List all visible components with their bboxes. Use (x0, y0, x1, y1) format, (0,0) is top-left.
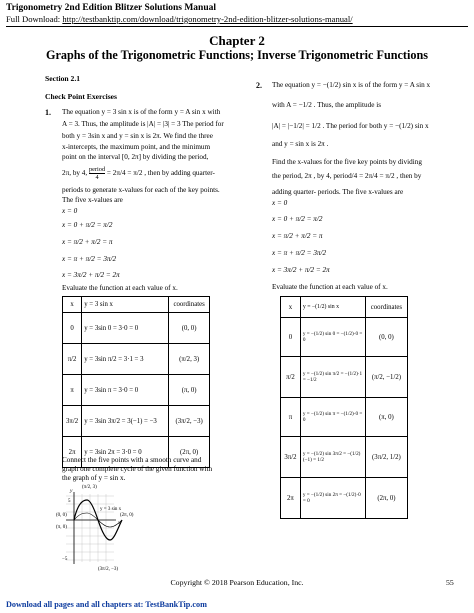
chapter-subtitle: Graphs of the Trigonometric Functions; Inverse Trigonometric Functions (46, 48, 428, 62)
table-header: x (281, 297, 301, 318)
ex2-xvalue: x = π + π/2 = 3π/2 (272, 249, 327, 257)
ex1-value-table (62, 296, 210, 468)
ex2-xvalue: x = 0 + π/2 = π/2 (272, 215, 323, 223)
ex1-xvalue: x = π/2 + π/2 = π (62, 238, 113, 246)
ex2-text-line: with A = −1/2 . Thus, the amplitude is (272, 101, 381, 109)
ex1-connect-text: the graph of y = sin x. (62, 474, 126, 482)
ex1-xvalue: x = 0 (62, 207, 78, 215)
tick-label-5: 5 (68, 499, 71, 504)
download-prefix: Full Download: (6, 14, 63, 24)
ex1-graph (54, 482, 164, 574)
chapter-label: Chapter 2 (209, 33, 265, 48)
table-header: y = −(1/2) sin x (300, 297, 365, 318)
point-label-origin: (0, 0) (56, 513, 67, 518)
ex2-text-line: the period, 2π , by 4, period/4 = 2π/4 = π/2 , then by (272, 172, 422, 180)
ex2-text-line: adding quarter- periods. The five x-values are (272, 188, 404, 196)
table-row: π y = 3sin π = 3·0 = 0 (π, 0) (63, 375, 210, 406)
table-header: coordinates (365, 297, 407, 318)
ex1-text-line: A = 3. Thus, the amplitude is |A| = |3| = 3 The period for (62, 120, 224, 128)
table-row: 2π y = 3sin 2π = 3·0 = 0 (2π, 0) (63, 437, 210, 468)
header-rule (6, 26, 468, 27)
page-number: 55 (446, 578, 454, 587)
point-label-2pi: (2π, 0) (120, 513, 134, 518)
download-all-link[interactable]: Download all pages and all chapters at: TestBankTip.com (6, 600, 207, 609)
exercise-number-2: 2. (256, 81, 262, 90)
ex1-text-line: periods to generate x-values for each of the key points. (62, 186, 220, 194)
y-axis-label: y (70, 488, 73, 494)
ex2-evaluate-text: Evaluate the function at each value of x. (272, 283, 388, 291)
point-label-max: (π/2, 3) (82, 485, 97, 490)
ex2-text-line: |A| = |−1/2| = 1/2 . The period for both y = −(1/2) sin x (272, 122, 429, 130)
ex1-xvalue: x = 3π/2 + π/2 = 2π (62, 271, 120, 279)
ex2-text-line: and y = sin x is 2π . (272, 140, 329, 148)
download-link[interactable]: http://testbanktip.com/download/trigonometry-2nd-edition-blitzer-solutions-manual/ (62, 14, 353, 24)
table-header: x (63, 297, 82, 313)
ex1-xvalue: x = π + π/2 = 3π/2 (62, 255, 117, 263)
x-axis-label: x (118, 520, 121, 526)
ex1-text-line: The five x-values are (62, 196, 123, 204)
section-heading: Section 2.1 (45, 74, 81, 83)
download-line (6, 14, 353, 24)
ex1-text-line: The equation y = 3 sin x is of the form y = A sin x with (62, 108, 221, 116)
table-row: π y = −(1/2) sin π = −(1/2)·0 = 0 (π, 0) (281, 398, 408, 437)
ex1-period-line: 2π, by 4, $\frac{\text{period}}{4}$ = 2π/4 = π/2 , then by adding quarter- (62, 166, 215, 181)
table-header: y = 3 sin x (82, 297, 169, 313)
ex2-text-line: The equation y = −(1/2) sin x is of the form y = A sin x (272, 81, 431, 89)
copyright: Copyright © 2018 Pearson Education, Inc. (170, 578, 304, 587)
ex1-connect-text: Connect the five points with a smooth curve and (62, 456, 202, 464)
exercise-number-1: 1. (45, 108, 51, 117)
document-title: Trigonometry 2nd Edition Blitzer Solutions Manual (6, 3, 216, 13)
ex1-text-line: point on the interval [0, 2π] by dividing the period, (62, 153, 209, 161)
table-row: 0 y = −(1/2) sin 0 = −(1/2)·0 = 0 (0, 0) (281, 318, 408, 357)
table-row: 3π/2 y = 3sin 3π/2 = 3(−1) = −3 (3π/2, −3) (63, 406, 210, 437)
ex2-xvalue: x = 3π/2 + π/2 = 2π (272, 266, 330, 274)
table-row: 0 y = 3sin 0 = 3·0 = 0 (0, 0) (63, 313, 210, 344)
ex1-text-line: both y = 3sin x and y = sin x is 2π. We find the three (62, 132, 213, 140)
ex2-value-table (280, 296, 408, 519)
tick-label-neg5: −5 (62, 557, 68, 562)
ex1-connect-text: graph one complete cycle of the given function with (62, 465, 213, 473)
table-row: 2π y = −(1/2) sin 2π = −(1/2)·0 = 0 (2π, 0) (281, 478, 408, 519)
check-point-heading: Check Point Exercises (45, 92, 117, 101)
table-row: π/2 y = 3sin π/2 = 3·1 = 3 (π/2, 3) (63, 344, 210, 375)
ex2-xvalue: x = 0 (272, 199, 288, 207)
ex2-text-line: Find the x-values for the five key points by dividing (272, 158, 422, 166)
ex2-xvalue: x = π/2 + π/2 = π (272, 232, 323, 240)
table-header: coordinates (169, 297, 210, 313)
ex1-text-line: x-intercepts, the maximum point, and the minimum (62, 143, 211, 151)
point-label-pi: (π, 0) (56, 525, 67, 530)
ex1-xvalue: x = 0 + π/2 = π/2 (62, 221, 113, 229)
table-row: 3π/2 y = −(1/2) sin 3π/2 = −(1/2)(−1) = 1/2 (3π/2, 1/2) (281, 437, 408, 478)
point-label-min: (3π/2, −3) (98, 567, 119, 572)
ex1-evaluate-text: Evaluate the function at each value of x. (62, 284, 178, 292)
table-row: π/2 y = −(1/2) sin π/2 = −(1/2)·1 = −1/2 (π/2, −1/2) (281, 357, 408, 398)
curve-label: y = 3 sin x (100, 507, 122, 512)
